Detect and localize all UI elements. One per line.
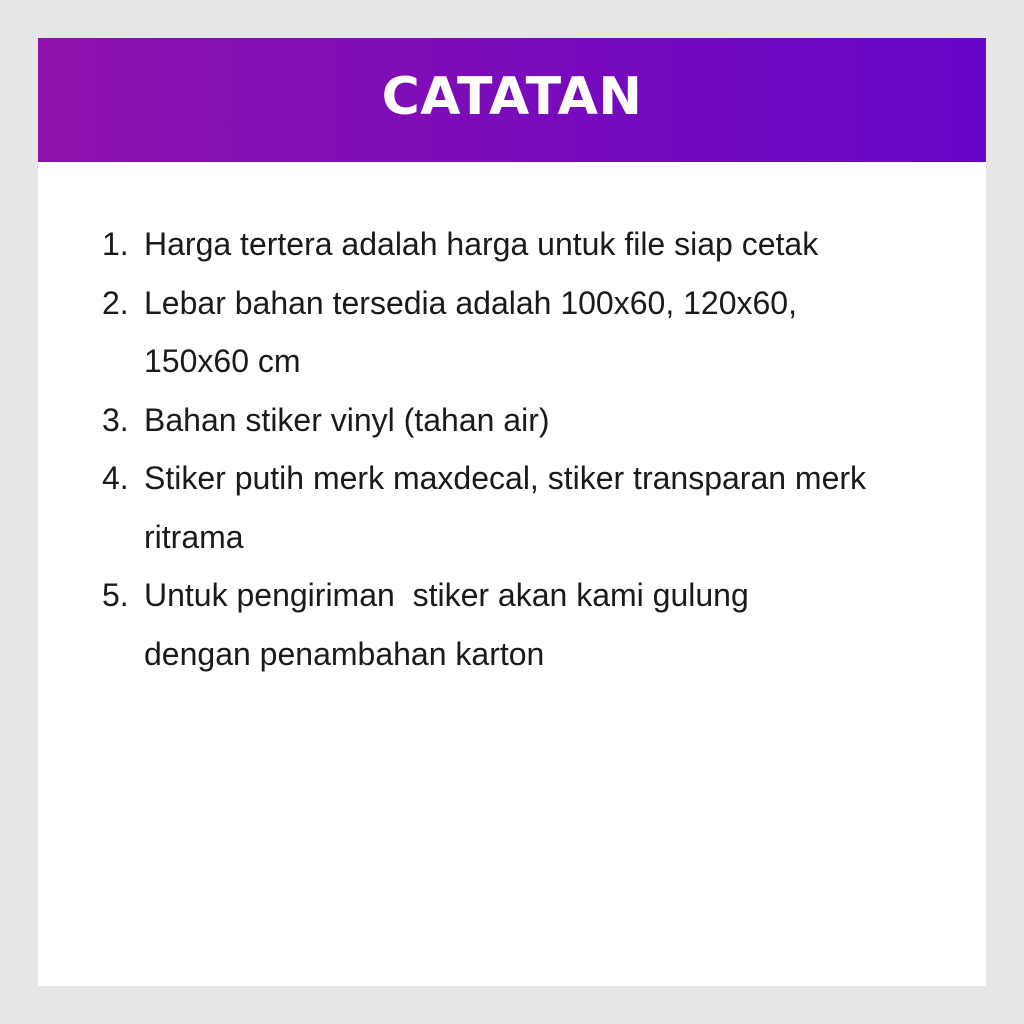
item-text: Harga tertera adalah harga untuk file siap cetak bbox=[144, 226, 819, 262]
item-text: Bahan stiker vinyl (tahan air) bbox=[144, 401, 550, 438]
item-number: 3. bbox=[102, 401, 129, 438]
page-title: CATATAN bbox=[381, 67, 643, 127]
list-item bbox=[102, 566, 962, 683]
item-number: 5. bbox=[102, 577, 129, 613]
item-number: 4. bbox=[102, 460, 129, 496]
list-item bbox=[102, 215, 962, 274]
item-number: 2. bbox=[102, 284, 129, 321]
header-banner bbox=[38, 38, 986, 162]
item-text: Untuk pengiriman stiker akan kami gulung dengan penambahan karton bbox=[144, 577, 758, 672]
list-item bbox=[102, 449, 962, 566]
item-number: 1. bbox=[102, 226, 129, 262]
list-item bbox=[102, 274, 962, 391]
item-text: Stiker putih merk maxdecal, stiker transparan merk ritrama bbox=[144, 460, 875, 555]
list-item bbox=[102, 391, 962, 450]
notes-card bbox=[38, 38, 986, 986]
notes-list bbox=[102, 215, 962, 683]
item-text: Lebar bahan tersedia adalah 100x60, 120x60, 150x60 cm bbox=[144, 284, 806, 379]
